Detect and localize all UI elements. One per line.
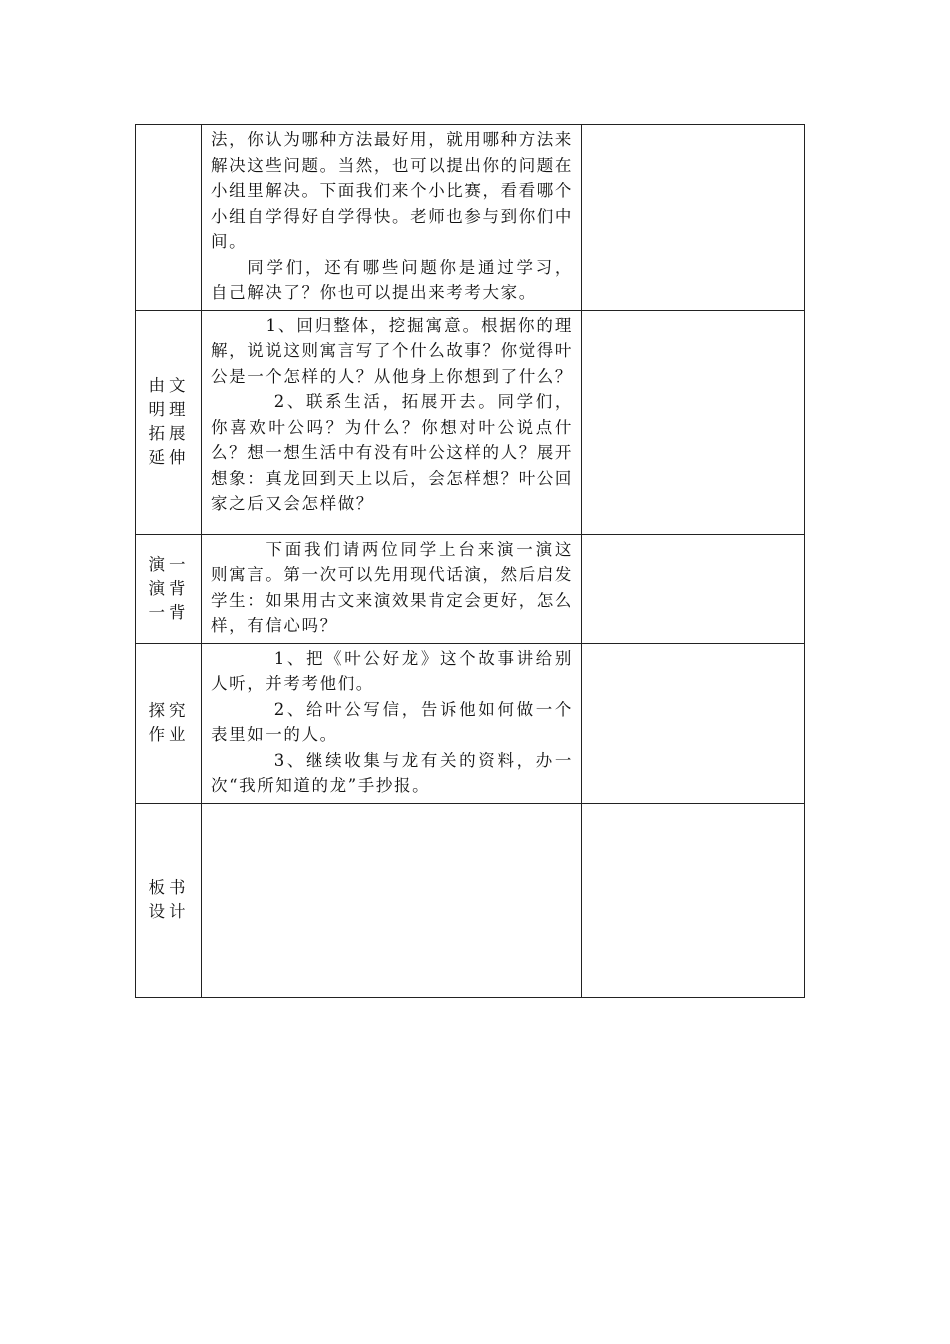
row-label: 由文明理拓展延伸 — [148, 376, 190, 467]
paragraph: 2、联系生活，拓展开去。同学们，你喜欢叶公吗？为什么？你想对叶公说点什么？想一想生活中有没有叶公这样的人？展开想象：真龙回到天上以后，会怎样想？叶公回家之后又会怎样做？ — [211, 392, 573, 513]
table-row-board-design — [136, 803, 805, 997]
row-note-cell — [582, 534, 805, 643]
row-note-cell — [582, 803, 805, 997]
row-content-cell — [202, 310, 582, 534]
row-note-cell — [582, 643, 805, 803]
table-row-performance — [136, 534, 805, 643]
paragraph: 3、继续收集与龙有关的资料，办一次“我所知道的龙”手抄报。 — [211, 750, 573, 795]
row-note — [582, 535, 804, 541]
row-label-cell — [136, 803, 202, 997]
paragraph: 1、回归整体，挖掘寓意。根据你的理解，说说这则寓言写了个什么故事？你觉得叶公是一个怎样的人？从他身上你想到了什么？ — [211, 315, 573, 386]
row-note — [582, 311, 804, 317]
row-note-cell — [582, 310, 805, 534]
row-note-cell — [582, 125, 805, 311]
row-content-cell — [202, 534, 582, 643]
lesson-plan-table — [135, 124, 805, 998]
row-note — [582, 804, 804, 810]
table-row-extension — [136, 310, 805, 534]
table-row-homework — [136, 643, 805, 803]
row-label: 探究作业 — [148, 701, 190, 744]
row-content-cell — [202, 643, 582, 803]
paragraph: 2、给叶公写信，告诉他如何做一个表里如一的人。 — [211, 699, 573, 744]
paragraph: 法，你认为哪种方法最好用，就用哪种方法来解决这些问题。当然，也可以提出你的问题在小组里解决。下面我们来个小比赛，看看哪个小组自学得好自学得快。老师也参与到你们中间。 — [211, 130, 573, 251]
row-content-cell — [202, 125, 582, 311]
row-label: 板书设计 — [148, 878, 190, 921]
row-note — [582, 125, 804, 131]
paragraph: 下面我们请两位同学上台来演一演这则寓言。第一次可以先用现代话演，然后启发学生：如果用古文来演效果肯定会更好，怎么样，有信心吗？ — [211, 539, 573, 635]
board-design-area — [202, 803, 582, 997]
paragraph: 1、把《叶公好龙》这个故事讲给别人听，并考考他们。 — [211, 648, 573, 693]
row-label-cell — [136, 125, 202, 311]
row-label: 演一演背一背 — [148, 554, 190, 622]
row-label-cell — [136, 310, 202, 534]
row-label-cell — [136, 534, 202, 643]
row-label-cell — [136, 643, 202, 803]
paragraph: 同学们，还有哪些问题你是通过学习，自己解决了？你也可以提出来考考大家。 — [211, 257, 573, 302]
table-row-continuation — [136, 125, 805, 311]
row-note — [582, 644, 804, 650]
